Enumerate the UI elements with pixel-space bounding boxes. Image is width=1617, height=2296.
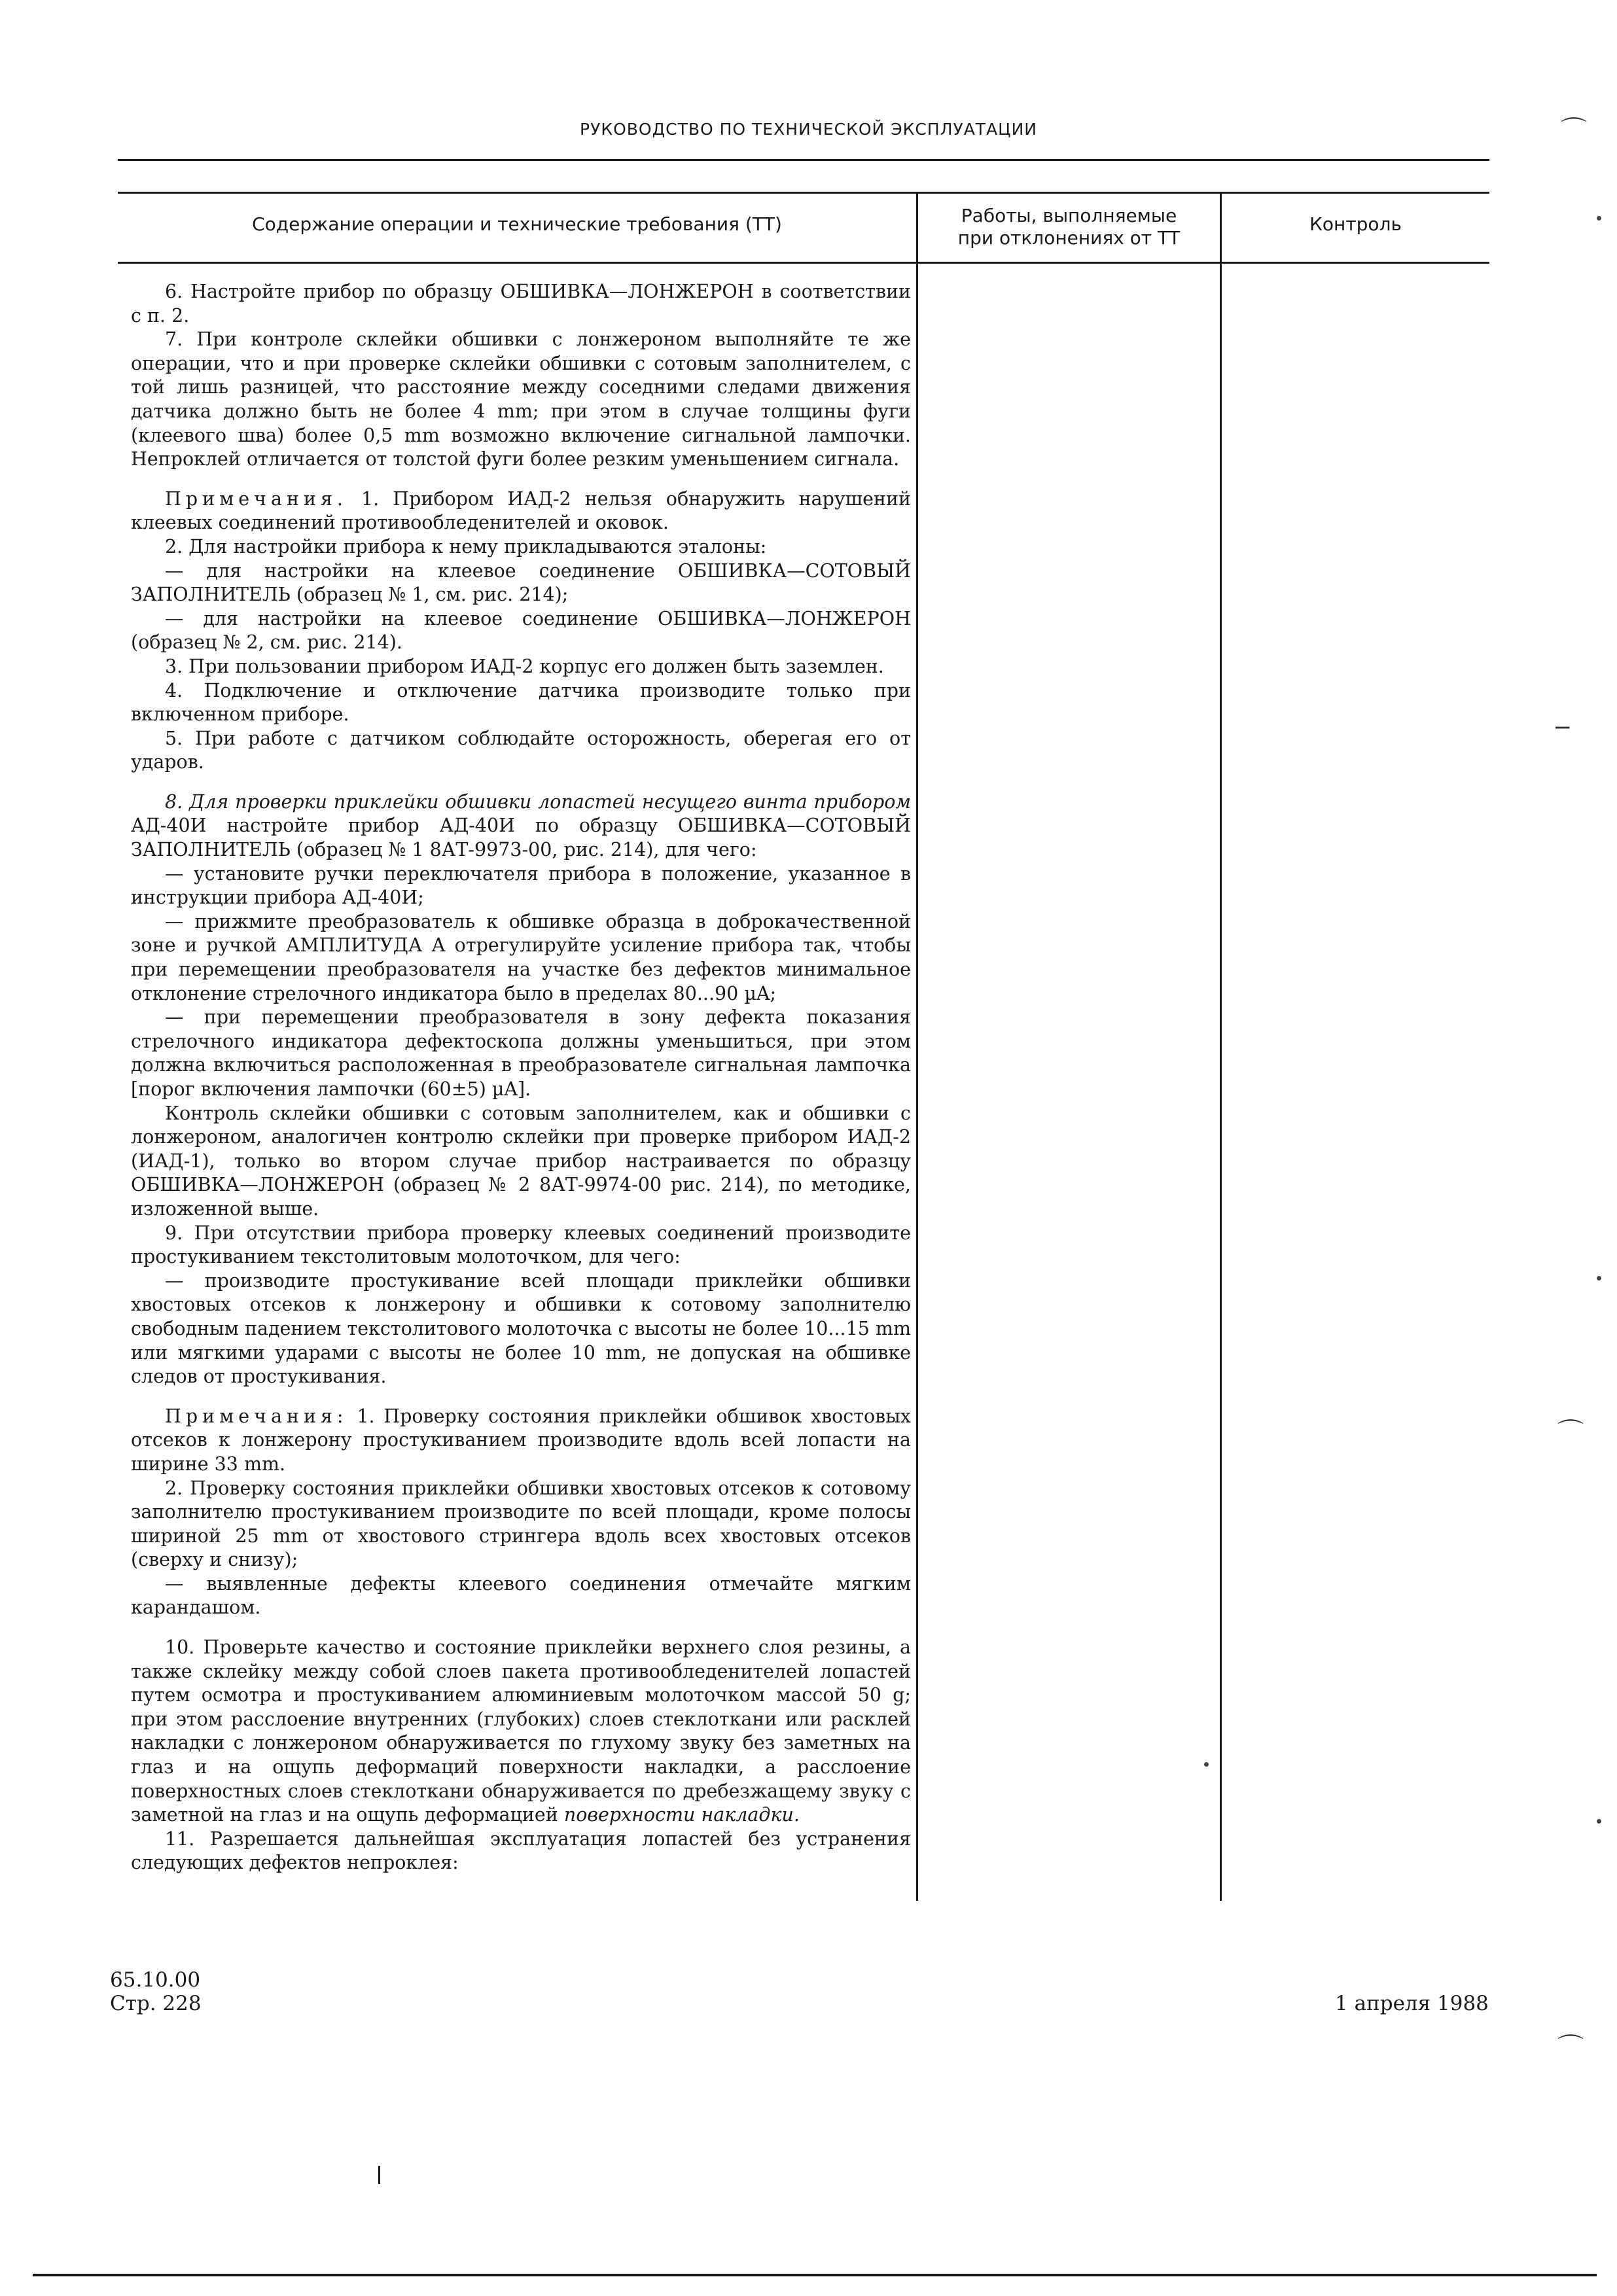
paragraph-8a: — установите ручки переключателя прибора в положение, указанное в инструкции прибора АД-40И;: [131, 862, 911, 909]
scan-speck: [1597, 216, 1601, 221]
scan-speck: [1597, 1276, 1601, 1280]
column-header-deviation-line2: при отклонениях от ТТ: [957, 227, 1181, 249]
notes-label: Примечания.: [165, 487, 347, 510]
paragraph-8-italic: 8. Для проверки приклейки обшивки лопастей несущего винта прибором: [165, 790, 911, 813]
operation-content: [131, 280, 911, 1875]
paragraph-7: 7. При контроле склейки обшивки с лонжероном выполняйте те же операции, что и при проверке склейки обшивки с сотовым заполнителем, с той лишь разницей, что расстояние между соседними следами движения датчика должно быть не более 4 mm; при этом в случае толщины фуги (клеевого шва) более 0,5 mm возможно включение сигнальной лампочки. Непроклей отличается от толстой фуги более резким уменьшением сигнала.: [131, 328, 911, 470]
table-header-rule: [118, 262, 1489, 264]
paragraph-11: 11. Разрешается дальнейшая эксплуатация лопастей без устранения следующих дефектов непроклея:: [131, 1828, 911, 1874]
note-2a: — для настройки на клеевое соединение ОБШИВКА—СОТОВЫЙ ЗАПОЛНИТЕЛЬ (образец № 1, см. рис. 214);: [131, 559, 911, 606]
paragraph-10-italic: поверхности накладки.: [563, 1804, 800, 1826]
paragraph-10-text: 10. Проверьте качество и состояние приклейки верхнего слоя резины, а также склейку между собой слоев пакета противообледенителей лопастей путем осмотра и простукиванием алюминиевым молоточком массой 50 g; при этом расслоение внутренних (глубоких) слоев стеклоткани или расклей накладки с лонжероном обнаруживается по глухому звуку без заметных на глаз и на ощупь деформаций поверхности накладки, а расслоение поверхностных слоев стеклоткани обнаруживается по дребезжащему звуку с заметной на глаз и на ощупь деформацией: [131, 1636, 911, 1826]
note-4: 4. Подключение и отключение датчика производите только при включенном приборе.: [131, 679, 911, 726]
note-3: 3. При пользовании прибором ИАД-2 корпус его должен быть заземлен.: [165, 655, 884, 677]
column-header-deviation-line1: Работы, выполняемые: [961, 205, 1177, 226]
paragraph-10: [131, 1636, 911, 1828]
note-6-text: 1. Проверку состояния приклейки обшивок хвостовых отсеков к лонжерону простукиванием производите вдоль всей лопасти на ширине 33 mm.: [131, 1405, 911, 1475]
footer-page-number: Стр. 228: [110, 1992, 202, 2015]
table-top-rule: [118, 192, 1489, 194]
note-1-text: 1. Прибором ИАД-2 нельзя обнаружить нарушений клеевых соединений противообледенителей и оковок.: [131, 487, 911, 534]
scan-mark: [378, 2166, 380, 2184]
page-header-title: РУКОВОДСТВО ПО ТЕХНИЧЕСКОЙ ЭКСПЛУАТАЦИИ: [580, 120, 1037, 139]
binding-hole-mark-icon: ⌒: [1557, 2033, 1584, 2063]
note-7a: — выявленные дефекты клеевого соединения отмечайте мягким карандашом.: [131, 1572, 911, 1619]
header-rule: [118, 159, 1489, 161]
notes-label-2: Примечания:: [165, 1405, 348, 1427]
notes-block-1: [131, 487, 911, 535]
paragraph-6: 6. Настройте прибор по образцу ОБШИВКА—ЛОНЖЕРОН в соответствии с п. 2.: [131, 281, 911, 327]
note-7: 2. Проверку состояния приклейки обшивки хвостовых отсеков к сотовому заполнителю простукиванием производите по всей площади, кроме полосы шириной 25 mm от хвостового стрингера вдоль всех хвостовых отсеков (сверху и снизу);: [131, 1477, 911, 1571]
page-bottom-rule: [33, 2274, 1597, 2276]
binding-hole-mark-icon: ⌒: [1561, 116, 1587, 146]
column-divider-1: [916, 192, 918, 1901]
paragraph-8d: Контроль склейки обшивки с сотовым заполнителем, как и обшивки с лонжероном, аналогичен контролю склейки при проверке прибором ИАД-2 (ИАД-1), только во втором случае прибор настраивается по образцу ОБШИВКА—ЛОНЖЕРОН (образец № 2 8АТ-9974-00 рис. 214), по методике, изложенной выше.: [131, 1102, 911, 1220]
note-5: 5. При работе с датчиком соблюдайте осторожность, оберегая его от ударов.: [131, 727, 911, 773]
scan-speck: [1597, 1819, 1601, 1824]
note-2b: — для настройки на клеевое соединение ОБШИВКА—ЛОНЖЕРОН (образец № 2, см. рис. 214).: [131, 607, 911, 654]
paragraph-9: 9. При отсутствии прибора проверку клеевых соединений производите простукиванием текстолитовым молоточком, для чего:: [131, 1222, 911, 1268]
column-divider-2: [1220, 192, 1222, 1901]
column-header-control: Контроль: [1309, 213, 1402, 235]
paragraph-8b: — прижмите преобразователь к обшивке образца в доброкачественной зоне и ручкой АМПЛИТУДА А отрегулируйте усиление прибора так, чтобы при перемещении преобразователя на участке без дефектов минимальное отклонение стрелочного индикатора было в пределах 80...90 µA;: [131, 910, 911, 1004]
notes-block-2: [131, 1405, 911, 1477]
scan-speck: [1204, 1762, 1209, 1767]
binding-hole-mark-icon: ‒: [1554, 711, 1571, 741]
paragraph-8: [131, 790, 911, 862]
note-2: 2. Для настройки прибора к нему прикладываются эталоны:: [165, 535, 767, 557]
paragraph-8-text: АД-40И настройте прибор АД-40И по образцу ОБШИВКА—СОТОВЫЙ ЗАПОЛНИТЕЛЬ (образец № 1 8АТ-9973-00, рис. 214), для чего:: [131, 815, 911, 861]
column-header-content: Содержание операции и технические требования (ТТ): [252, 213, 782, 235]
paragraph-8c: — при перемещении преобразователя в зону дефекта показания стрелочного индикатора дефектоскопа должны уменьшиться, при этом должна включиться расположенная в преобразователе сигнальная лампочка [порог включения лампочки (60±5) µA].: [131, 1006, 911, 1100]
paragraph-9a: — производите простукивание всей площади приклейки обшивки хвостовых отсеков к лонжерону и обшивки к сотовому заполнителю свободным падением текстолитового молоточка с высоты не более 10...15 mm или мягкими ударами с высоты не более 10 mm, не допуская на обшивке следов от простукивания.: [131, 1269, 911, 1388]
binding-hole-mark-icon: ⌒: [1557, 1418, 1584, 1448]
footer-date: 1 апреля 1988: [1335, 1992, 1489, 2015]
footer-document-code: 65.10.00: [110, 1968, 201, 1992]
column-header-deviation: [918, 205, 1220, 249]
